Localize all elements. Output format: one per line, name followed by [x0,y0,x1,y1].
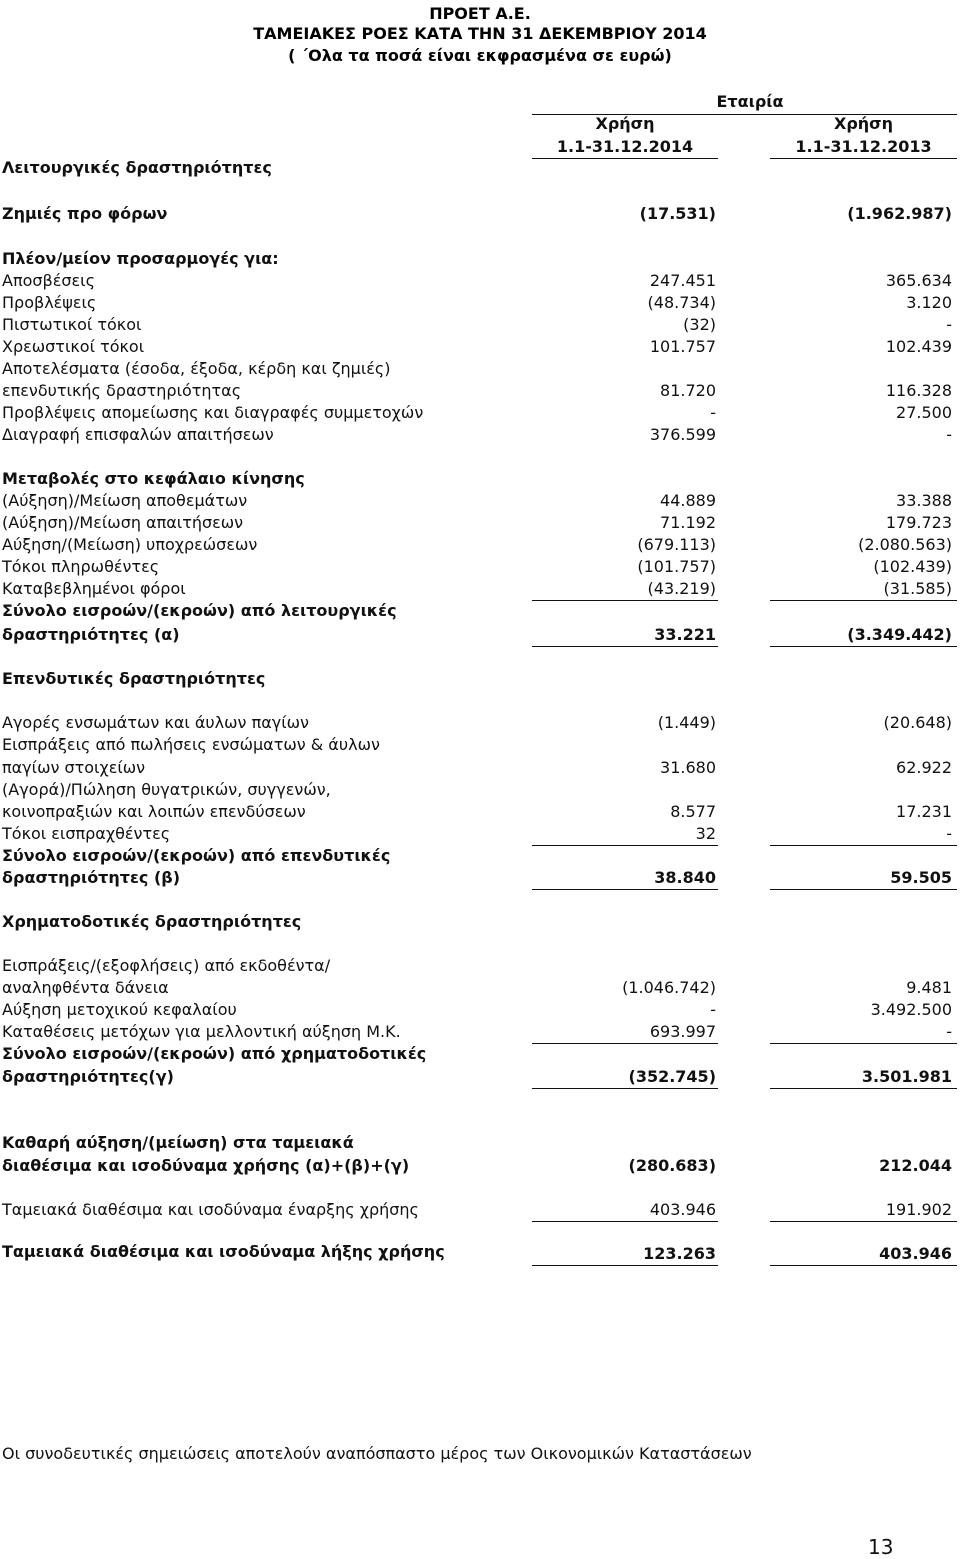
results-label-line2: επενδυτικής δραστηριότητας [2,381,242,400]
total-rule-2014 [532,889,718,890]
table-row-value-2014: (101.757) [637,557,716,576]
closing-cash-2014: 123.263 [643,1244,716,1263]
total-rule-2013 [770,1265,957,1266]
table-row-value-2014: (32) [683,315,716,334]
subtotal-rule-2014 [532,1043,718,1044]
adjustments-heading: Πλέον/μείον προσαρμογές για: [2,249,279,268]
table-row-label: Καταβεβλημένοι φόροι [2,579,186,598]
table-row-value-2014: 8.577 [670,802,716,821]
company-name: ΠΡΟΕΤ Α.Ε. [429,4,531,23]
table-row-value-2014: 693.997 [649,1022,716,1041]
table-row-value-2014: (1.449) [657,713,716,732]
table-row-value-2014: 376.599 [649,425,716,444]
table-row-value-2013: 179.723 [885,513,952,532]
net-change-label-line1: Καθαρή αύξηση/(μείωση) στα ταμειακά [2,1133,354,1152]
table-row-label: Αγορές ενσωμάτων και άυλων παγίων [2,713,309,732]
investing-total-label-line2: δραστηριότητες (β) [2,868,181,887]
table-row-value-2014: - [710,403,716,422]
col2-header-line1: Χρήση [833,114,894,133]
total-rule-2013 [770,889,957,890]
net-change-2014: (280.683) [628,1156,716,1175]
table-row-label-line2: κοινοπραξιών και λοιπών επενδύσεων [2,802,306,821]
table-row-value-2014: 247.451 [649,271,716,290]
table-row-label: Τόκοι εισπραχθέντες [2,824,171,843]
table-row-value-2014: (679.113) [637,535,716,554]
subtotal-rule-2013 [770,1221,957,1222]
footer-note: Οι συνοδευτικές σημειώσεις αποτελούν αναπόσπαστο μέρος των Οικονομικών Καταστάσεων [2,1444,752,1463]
table-row-value-2014: 31.680 [660,758,716,777]
opening-cash-2013: 191.902 [885,1200,952,1219]
table-row-value-2013: (2.080.563) [858,535,952,554]
table-row-label: Χρεωστικοί τόκοι [2,337,145,356]
table-row-label: Προβλέψεις απομείωσης και διαγραφές συμμετοχών [2,403,424,422]
table-row-value-2013: - [946,824,952,843]
table-row-label-line2: παγίων στοιχείων [2,758,146,777]
closing-cash-label: Ταμειακά διαθέσιμα και ισοδύναμα λήξης χρήσης [2,1242,445,1261]
table-row-value-2013: 27.500 [896,403,952,422]
financing-total-2014: (352.745) [628,1067,716,1086]
loss-before-tax-2014: (17.531) [639,204,716,223]
column-group-header: Εταιρία [716,92,784,111]
table-row-value-2014: (1.046.742) [622,978,716,997]
subtotal-rule-2013 [770,1043,957,1044]
investing-total-2013: 59.505 [890,868,952,887]
col1-header-line1: Χρήση [595,114,655,133]
financing-heading: Χρηματοδοτικές δραστηριότητες [2,912,302,931]
table-row-value-2013: (20.648) [883,713,952,732]
total-rule-2014 [532,1265,718,1266]
table-row-label: (Αύξηση)/Μείωση αποθεμάτων [2,491,248,510]
table-row-value-2014: 101.757 [649,337,716,356]
table-row-value-2014: 44.889 [660,491,716,510]
financing-total-2013: 3.501.981 [861,1067,952,1086]
financing-total-label-line1: Σύνολο εισροών/(εκροών) από χρηματοδοτικές [2,1044,427,1063]
opening-cash-label: Ταμειακά διαθέσιμα και ισοδύναμα έναρξης χρήσης [2,1200,419,1219]
net-change-label-line2: διαθέσιμα και ισοδύναμα χρήσης (α)+(β)+(γ) [2,1156,410,1175]
operating-total-2014: 33.221 [654,625,716,644]
table-row-value-2014: (48.734) [647,293,716,312]
table-row-label-line2: αναληφθέντα δάνεια [2,978,169,997]
table-row-label-line1: (Αγορά)/Πώληση θυγατρικών, συγγενών, [2,780,331,799]
table-row-label-line1: Εισπράξεις/(εξοφλήσεις) από εκδοθέντα/ [2,956,331,975]
subtotal-rule-2013 [770,600,957,601]
table-row-value-2014: 71.192 [660,513,716,532]
table-row-value-2013: 17.231 [896,802,952,821]
subtotal-rule-2014 [532,600,718,601]
table-row-label: Πιστωτικοί τόκοι [2,315,142,334]
table-row-label: Διαγραφή επισφαλών απαιτήσεων [2,425,274,444]
loss-before-tax-2013: (1.962.987) [847,204,952,223]
table-row-value-2013: - [946,1022,952,1041]
operating-total-label-line1: Σύνολο εισροών/(εκροών) από λειτουργικές [2,601,397,620]
operating-heading: Λειτουργικές δραστηριότητες [2,158,272,177]
table-row-value-2013: 3.492.500 [870,1000,952,1019]
table-row-label: Αποσβέσεις [2,271,95,290]
table-row-value-2013: (31.585) [883,579,952,598]
results-label-line1: Αποτελέσματα (έσοδα, έξοδα, κέρδη και ζημιές) [2,359,391,378]
subtotal-rule-2014 [532,1221,718,1222]
statement-subtitle: ( ΄Ολα τα ποσά είναι εκφρασμένα σε ευρώ) [288,46,672,65]
working-capital-heading: Μεταβολές στο κεφάλαιο κίνησης [2,469,305,488]
table-row-value-2013: 9.481 [906,978,952,997]
investing-total-2014: 38.840 [654,868,716,887]
results-value-2014: 81.720 [660,381,716,400]
table-row-label: Τόκοι πληρωθέντες [2,557,160,576]
page-number: 13 [868,1535,894,1559]
total-rule-2014 [532,646,718,647]
table-row-value-2013: 365.634 [885,271,952,290]
col1-header-line2: 1.1-31.12.2014 [556,137,694,156]
subtotal-rule-2013 [770,845,957,846]
investing-heading: Επενδυτικές δραστηριότητες [2,669,266,688]
loss-before-tax-label: Ζημιές προ φόρων [2,204,168,223]
total-rule-2013 [770,1088,957,1089]
table-row-value-2013: 62.922 [896,758,952,777]
operating-total-2013: (3.349.442) [847,625,952,644]
table-row-value-2013: 3.120 [906,293,952,312]
table-row-label: Προβλέψεις [2,293,97,312]
net-change-2013: 212.044 [879,1156,952,1175]
table-row-label: Αύξηση μετοχικού κεφαλαίου [2,1000,237,1019]
table-row-label: (Αύξηση)/Μείωση απαιτήσεων [2,513,244,532]
financing-total-label-line2: δραστηριότητες(γ) [2,1067,174,1086]
table-row-value-2013: 102.439 [885,337,952,356]
statement-title: ΤΑΜΕΙΑΚΕΣ ΡΟΕΣ ΚΑΤΑ ΤΗΝ 31 ΔΕΚΕΜΒΡΙΟΥ 2014 [253,24,707,43]
total-rule-2014 [532,1088,718,1089]
total-rule-2013 [770,646,957,647]
table-row-value-2013: (102.439) [873,557,952,576]
table-row-value-2013: - [946,425,952,444]
table-row-value-2014: (43.219) [647,579,716,598]
col1-header-rule [532,158,718,159]
col2-header-line2: 1.1-31.12.2013 [795,137,932,156]
results-value-2013: 116.328 [885,381,952,400]
operating-total-label-line2: δραστηριότητες (α) [2,625,180,644]
table-row-value-2013: 33.388 [896,491,952,510]
table-row-value-2014: - [710,1000,716,1019]
col2-header-rule [770,158,957,159]
table-row-label-line1: Εισπράξεις από πωλήσεις ενσώματων & άυλων [2,735,380,754]
closing-cash-2013: 403.946 [879,1244,952,1263]
table-row-value-2013: - [946,315,952,334]
table-row-label: Αύξηση/(Μείωση) υποχρεώσεων [2,535,258,554]
subtotal-rule-2014 [532,845,718,846]
opening-cash-2014: 403.946 [649,1200,716,1219]
table-row-label: Καταθέσεις μετόχων για μελλοντική αύξηση Μ.Κ. [2,1022,401,1041]
table-row-value-2014: 32 [695,824,716,843]
investing-total-label-line1: Σύνολο εισροών/(εκροών) από επενδυτικές [2,846,391,865]
